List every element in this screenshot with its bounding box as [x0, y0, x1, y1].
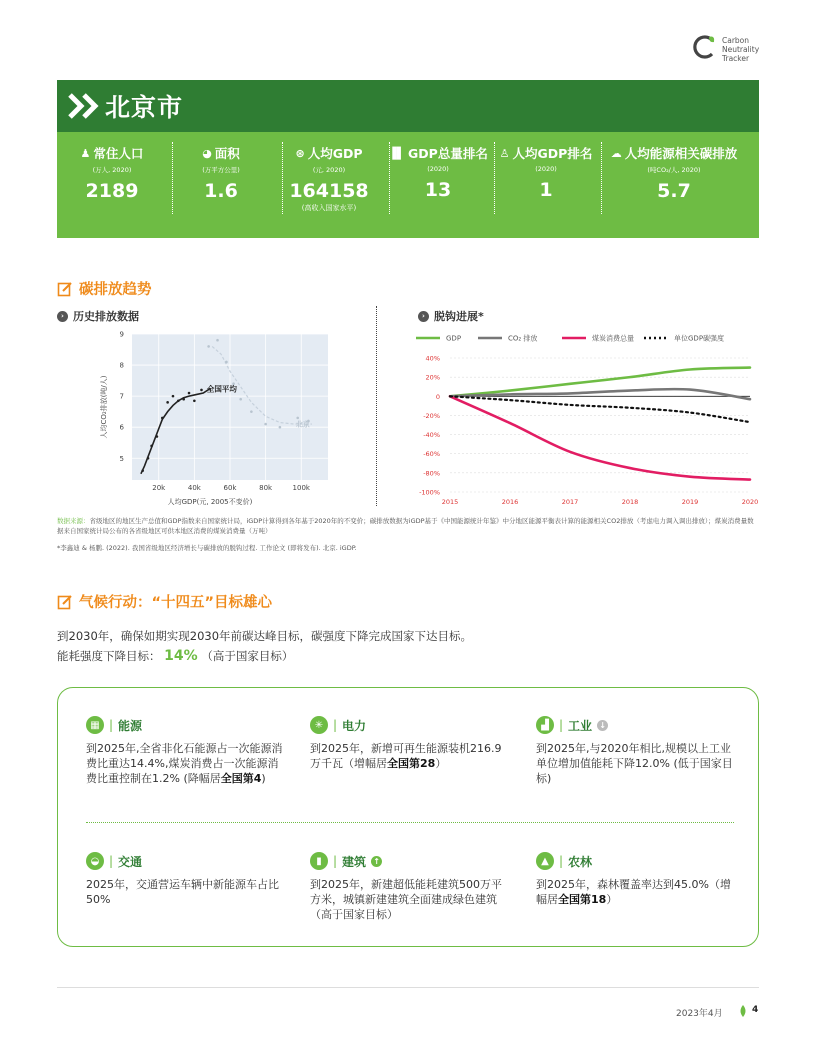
series-line-3 [450, 396, 750, 422]
scatter-point [188, 392, 191, 395]
people-icon: ♟ [80, 146, 91, 160]
card-header [310, 714, 510, 736]
card-header [536, 714, 736, 736]
wind-turbine-icon: ✳ [310, 716, 328, 734]
card-text: 到2025年，森林覆盖率达到45.0%（增幅居 [536, 878, 731, 906]
area-icon: ◕ [202, 146, 212, 160]
subtitle-history [57, 308, 139, 324]
y-tick-label: -80% [423, 469, 440, 478]
scatter-point [193, 399, 196, 402]
decoupling-line-chart [412, 330, 764, 510]
section-title-climate [57, 591, 272, 612]
stat-value: 164158 [289, 180, 369, 202]
series-line-2 [450, 396, 750, 479]
sector-card-0 [86, 714, 286, 786]
y-tick-label: -100% [419, 488, 440, 497]
scatter-point [177, 399, 180, 402]
card-header [86, 850, 286, 872]
scatter-point [296, 417, 299, 420]
sector-card-1 [310, 714, 510, 771]
city-header [57, 80, 759, 238]
target-suffix: （高于国家目标） [201, 649, 294, 663]
card-separator: | [333, 854, 338, 868]
arrow-down-icon: ↓ [597, 720, 608, 731]
energy-intensity-target [57, 648, 293, 664]
edit-icon [57, 281, 73, 297]
stat-label: GDP总量排名 [408, 146, 488, 161]
tree-icon: ▲ [536, 852, 554, 870]
card-text: 2025年，交通营运车辆中新能源车占比50% [86, 878, 279, 906]
stat-area [167, 132, 275, 202]
sector-card-2 [536, 714, 736, 786]
series-line-1 [450, 389, 750, 399]
stat-unit: (元, 2020) [312, 166, 346, 174]
card-text: 到2025年,与2020年相比,规模以上工业单位增加值能耗下降12.0% (低于国家目标) [536, 742, 733, 785]
title-bar [57, 80, 759, 132]
source-label: 数据来源： [57, 517, 90, 525]
legend-label: GDP [446, 334, 462, 343]
y-tick-label: -20% [423, 411, 440, 420]
car-icon: ◒ [86, 852, 104, 870]
sector-card-3 [86, 850, 286, 907]
scatter-point [239, 398, 242, 401]
yen-icon: ⊛ [295, 146, 305, 160]
y-tick-label: -40% [423, 431, 440, 440]
stat-unit: (吨CO₂/人, 2020) [647, 166, 701, 174]
card-tail: ） [435, 757, 447, 770]
scatter-point [207, 345, 210, 348]
y-tick-label: 8 [119, 361, 124, 370]
scatter-point [250, 410, 253, 413]
scatter-point [264, 423, 267, 426]
x-tick-label: 60k [223, 484, 237, 492]
card-title: 电力 [342, 718, 367, 733]
legend-label: CO₂ 排放 [508, 334, 538, 343]
card-rank: 全国第28 [387, 757, 436, 770]
annotation-national-average: 全国平均 [206, 384, 237, 394]
stat-label: 人均GDP排名 [512, 146, 593, 161]
stat-note: (高收入国家水平) [301, 204, 357, 212]
card-body [86, 741, 286, 786]
stat-gdp-per-capita [275, 132, 383, 213]
scatter-point [156, 435, 159, 438]
x-tick-label: 80k [259, 484, 273, 492]
panel-divider [86, 822, 734, 823]
x-tick-label: 2020 [741, 498, 759, 506]
card-body [310, 877, 510, 922]
stat-label: 人均能源相关碳排放 [624, 146, 738, 161]
stat-value: 1 [539, 179, 553, 201]
person-rank-icon: ♙ [499, 146, 510, 160]
stat-gdp-rank [384, 132, 492, 201]
card-rank: 全国第4 [220, 772, 262, 785]
card-separator: | [559, 854, 564, 868]
legend-label: 煤炭消费总量 [592, 334, 634, 343]
x-tick-label: 2016 [501, 498, 519, 506]
card-rank: 全国第18 [558, 893, 607, 906]
card-separator: | [109, 718, 114, 732]
scatter-point [172, 395, 175, 398]
subtitle-text: 历史排放数据 [73, 310, 139, 323]
scatter-point [166, 401, 169, 404]
subtitle-text: 脱钩进展* [434, 310, 484, 323]
factory-icon: ▟ [536, 716, 554, 734]
bar-rank-icon: ▐▌ [388, 146, 406, 160]
card-body [86, 877, 286, 907]
legend-label: 单位GDP碳强度 [674, 334, 725, 343]
building-icon: ▮ [310, 852, 328, 870]
card-body [310, 741, 510, 771]
section-title-text: 碳排放趋势 [79, 282, 152, 298]
stat-value: 13 [424, 179, 452, 201]
card-header [86, 714, 286, 736]
stat-label: 常住人口 [93, 146, 144, 161]
page-title: 北京市 [105, 93, 184, 122]
y-axis-label: 人均CO₂排放(吨/人) [100, 375, 108, 439]
scatter-point [141, 469, 144, 472]
co2-cloud-icon: ☁ [610, 146, 622, 160]
y-tick-label: 9 [119, 330, 124, 339]
reference-note: *李鑫迪 & 杨鹏. (2022). 我国省级地区经济增长与碳排放的脱钩过程. 工作论文 (即将发布). 北京. iGDP. [57, 544, 357, 552]
x-tick-label: 2018 [621, 498, 639, 506]
x-tick-label: 2017 [561, 498, 579, 506]
section-title-trend [57, 278, 152, 299]
page-number: 4 [752, 1005, 759, 1015]
card-body [536, 741, 736, 786]
target-value: 14% [164, 648, 198, 664]
y-tick-label: 5 [119, 454, 124, 463]
y-tick-label: 0 [435, 392, 440, 401]
card-separator: | [559, 718, 564, 732]
y-tick-label: 6 [119, 423, 124, 432]
y-tick-label: -60% [423, 450, 440, 459]
stat-value: 1.6 [204, 180, 238, 202]
stat-unit: (2020) [427, 165, 449, 173]
chart-divider [376, 306, 377, 506]
scatter-point [216, 339, 219, 342]
edit-icon [57, 594, 73, 610]
sector-card-4 [310, 850, 510, 922]
scatter-point [200, 389, 203, 392]
footer-date: 2023年4月 [676, 1009, 723, 1019]
x-tick-label: 2015 [441, 498, 459, 506]
stat-unit: (2020) [535, 165, 557, 173]
history-scatter-chart [96, 328, 336, 508]
stat-value: 2189 [85, 180, 139, 202]
card-text: 到2025年，新建超低能耗建筑500万平方米，城镇新建建筑全面建成绿色建筑（高于国家目标） [310, 878, 502, 921]
x-tick-label: 2019 [681, 498, 699, 506]
card-separator: | [333, 718, 338, 732]
data-source-note [57, 516, 759, 536]
sector-card-5 [536, 850, 736, 907]
logo-ring-icon [692, 34, 716, 60]
card-title: 建筑 [342, 854, 367, 869]
card-tail: ) [261, 772, 266, 785]
card-tail: ） [606, 893, 618, 906]
section-title-text: 气候行动：“十四五”目标雄心 [79, 595, 273, 611]
x-tick-label: 20k [152, 484, 166, 492]
stats-panel [57, 132, 759, 238]
card-body [536, 877, 736, 907]
footer-rule [57, 987, 759, 988]
target-prefix: 能耗强度下降目标： [57, 649, 161, 663]
y-tick-label: 7 [119, 392, 124, 401]
source-text: 省级地区的地区生产总值和GDP指数来自国家统计局，iGDP计算得到各年基于2020年的不变价；碳排放数据为iGDP基于《中国能源统计年鉴》中分地区能源平衡表计算的能源相关CO2排放（考虑电力调入调出排放）；煤炭消费量数据来自国家统计局公布的各省级地区可供本地区消费的煤炭消费量（万吨） [57, 517, 754, 535]
scatter-point [161, 417, 164, 420]
stat-value: 5.7 [657, 180, 691, 202]
arrow-up-icon: ↑ [371, 856, 382, 867]
card-text: 到2025年，新增可再生能源装机216.9万千瓦（增幅居 [310, 742, 502, 770]
carbon-neutrality-tracker-logo [692, 34, 772, 64]
x-tick-label: 40k [187, 484, 201, 492]
chevron-right-icon: › [418, 311, 429, 322]
scatter-point [225, 361, 228, 364]
x-axis-label: 人均GDP(元, 2005不变价) [167, 498, 253, 506]
logo-text: Carbon Neutrality Tracker [722, 36, 760, 63]
stat-unit: (万平方公里) [202, 166, 240, 174]
card-title: 农林 [568, 854, 593, 869]
stat-label: 面积 [214, 146, 240, 161]
stat-label: 人均GDP [307, 146, 363, 161]
stat-co2-per-capita [609, 132, 739, 202]
scatter-point [279, 426, 282, 429]
y-tick-label: 20% [425, 373, 440, 382]
x-tick-label: 100k [292, 484, 310, 492]
card-text: 到2025年,全省非化石能源占一次能源消费比重达14.4%,煤炭消费占一次能源消费比重控制在1.2% (降幅居 [86, 742, 283, 785]
chevron-right-icon: › [57, 311, 68, 322]
solar-panel-icon: ▦ [86, 716, 104, 734]
scatter-point [150, 445, 153, 448]
divider [601, 142, 602, 214]
scatter-point [182, 398, 185, 401]
card-title: 交通 [118, 854, 143, 869]
card-header [310, 850, 510, 872]
card-header [536, 850, 736, 872]
subtitle-decoupling [418, 308, 484, 324]
card-title: 工业 [568, 718, 593, 733]
stat-unit: (万人, 2020) [92, 166, 132, 174]
y-tick-label: 40% [425, 354, 440, 363]
leaf-icon [738, 1005, 748, 1017]
card-separator: | [109, 854, 114, 868]
scatter-point [147, 457, 150, 460]
card-title: 能源 [118, 718, 143, 733]
peak-target-text: 到2030年，确保如期实现2030年前碳达峰目标，碳强度下降完成国家下达目标。 [57, 629, 473, 643]
double-chevron-icon [67, 92, 101, 120]
stat-population [58, 132, 166, 202]
annotation-beijing: 北京 [295, 420, 310, 429]
stat-gdp-per-capita-rank [492, 132, 600, 201]
